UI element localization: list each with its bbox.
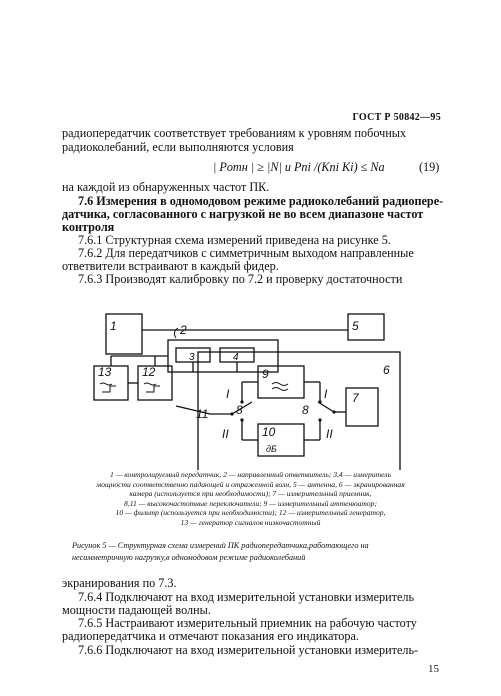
paragraph-line: 7.6.1 Структурная схема измерений приведена на рисунке 5. <box>78 233 391 247</box>
label-12: 12 <box>142 365 156 379</box>
paragraph-line: ответвители встраивают в каждый фидер. <box>62 259 279 273</box>
switch-position-II-right: II <box>326 427 333 441</box>
paragraph-line: 7.6.3 Производят калибровку по 7.2 и проверку достаточности <box>78 272 403 286</box>
section-title: 7.6 Измерения в одномодовом режиме радиоколебаний радиопере- <box>78 194 444 208</box>
label-4: 4 <box>233 352 239 363</box>
label-11: 11 <box>196 407 209 421</box>
label-5: 5 <box>352 319 359 333</box>
section-title: контроля <box>62 220 115 234</box>
paragraph-line: 7.6.4 Подключают на вход измерительной установки измеритель <box>78 590 415 604</box>
label-8-right: 8 <box>302 403 309 417</box>
label-2: 2 <box>180 323 187 337</box>
block-6 <box>198 352 400 470</box>
label-1: 1 <box>110 319 117 333</box>
paragraph-line: экранирования по 7.3. <box>62 576 177 590</box>
formula-number: (19) <box>419 160 440 174</box>
label-10-db: дБ <box>266 444 277 454</box>
paragraph-line: 7.6.6 Подключают на вход измерительной установки измеритель- <box>78 643 419 657</box>
label-7: 7 <box>352 391 359 405</box>
paragraph-line: мощности падающей волны. <box>62 603 211 617</box>
paragraph-line: радиопередатчик соответствует требованиям к уровням побочных <box>62 126 407 140</box>
section-title: датчика, согласованного с нагрузкой не во всем диапазоне частот <box>62 207 424 221</box>
paragraph-line: на каждой из обнаруженных частот ПК. <box>62 180 270 194</box>
label-8-left: 8 <box>236 403 243 417</box>
legend-line: мощности соответственно падающей и отраженной волн, 5 — антенна, 6 — экранированная <box>96 479 405 489</box>
legend-line: 10 — фильтр (используется при необходимости); 12 — измерительный генератор, <box>115 508 386 518</box>
switch-position-II-left: II <box>222 427 229 441</box>
label-3: 3 <box>189 352 195 363</box>
legend-line: 1 — контролируемый передатчик, 2 — направленный ответвитель; 3,4 — измеритель <box>109 470 392 479</box>
switch-position-I-right: I <box>324 387 328 401</box>
paragraph-line: радиоколебаний, если выполняются условия <box>62 140 294 154</box>
figure-caption: Рисунок 5 — Структурная схема измерений ПК радиопередатчика,работающего на <box>72 541 369 550</box>
paragraph-line: 7.6.2 Для передатчиков с симметричным выходом направленные <box>78 246 414 260</box>
document-header: ГОСТ Р 50842—95 <box>352 112 441 123</box>
legend-line: 8,11 — высокочастотные переключатели; 9 — измерительный аттенюатор; <box>124 498 377 508</box>
figure-caption: несимметричную нагрузку,в одномодовом режиме радиоколебаний <box>72 553 306 562</box>
formula: | Pотн | ≥ |N| и Pпi /(Kпi Ki) ≤ Nа <box>213 160 385 174</box>
label-6: 6 <box>383 363 390 377</box>
block-7 <box>346 388 378 426</box>
paragraph-line: радиопередатчика и отмечают показания его индикатора. <box>62 629 359 643</box>
page-number: 15 <box>428 663 439 675</box>
label-9: 9 <box>262 367 269 381</box>
figure-legend <box>0 470 501 528</box>
paragraph-line: 7.6.5 Настраивают измерительный приемник на рабочую частоту <box>78 616 417 630</box>
label-10: 10 <box>262 425 276 439</box>
label-13: 13 <box>98 365 112 379</box>
legend-line: 13 — генератор сигналов низкочастотный <box>180 517 321 527</box>
legend-line: камера (используется при необходимости); 7 — измерительный приемник, <box>129 489 372 499</box>
switch-position-I-left: I <box>226 387 230 401</box>
